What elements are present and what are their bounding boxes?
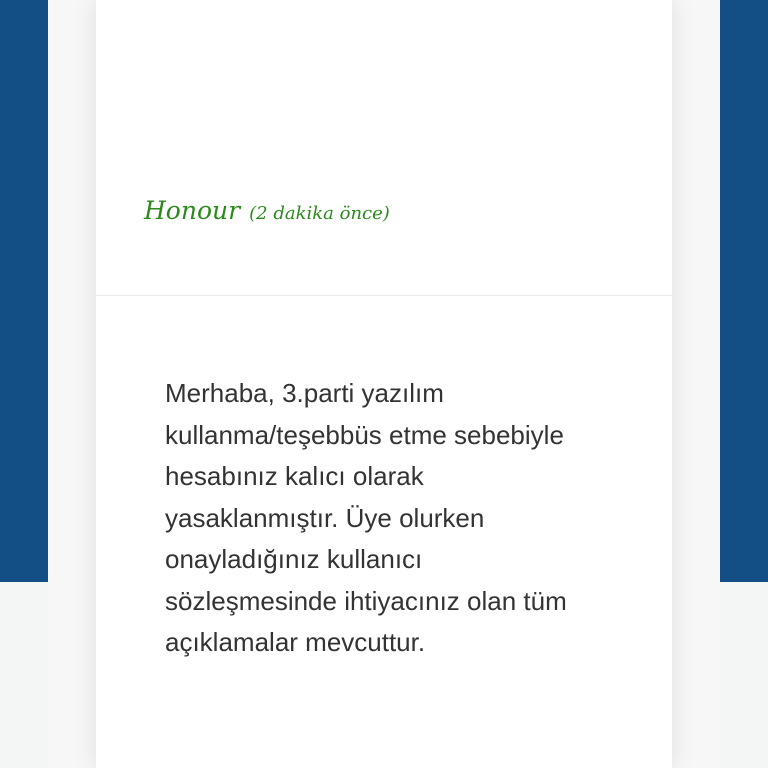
comment-message: Merhaba, 3.parti yazılım kullanma/teşebbüs etme sebebiyle hesabınız kalıcı olarak yasaklanmıştır. Üye olurken onayladığınız kullanıcı sözleşmesinde ihtiyacınız olan tüm açıklamalar mevcuttur.	[165, 378, 567, 657]
author-name[interactable]: Honour	[144, 196, 241, 225]
comment-timestamp: (2 dakika önce)	[249, 203, 390, 224]
divider	[96, 295, 672, 296]
comment-header	[144, 196, 390, 225]
